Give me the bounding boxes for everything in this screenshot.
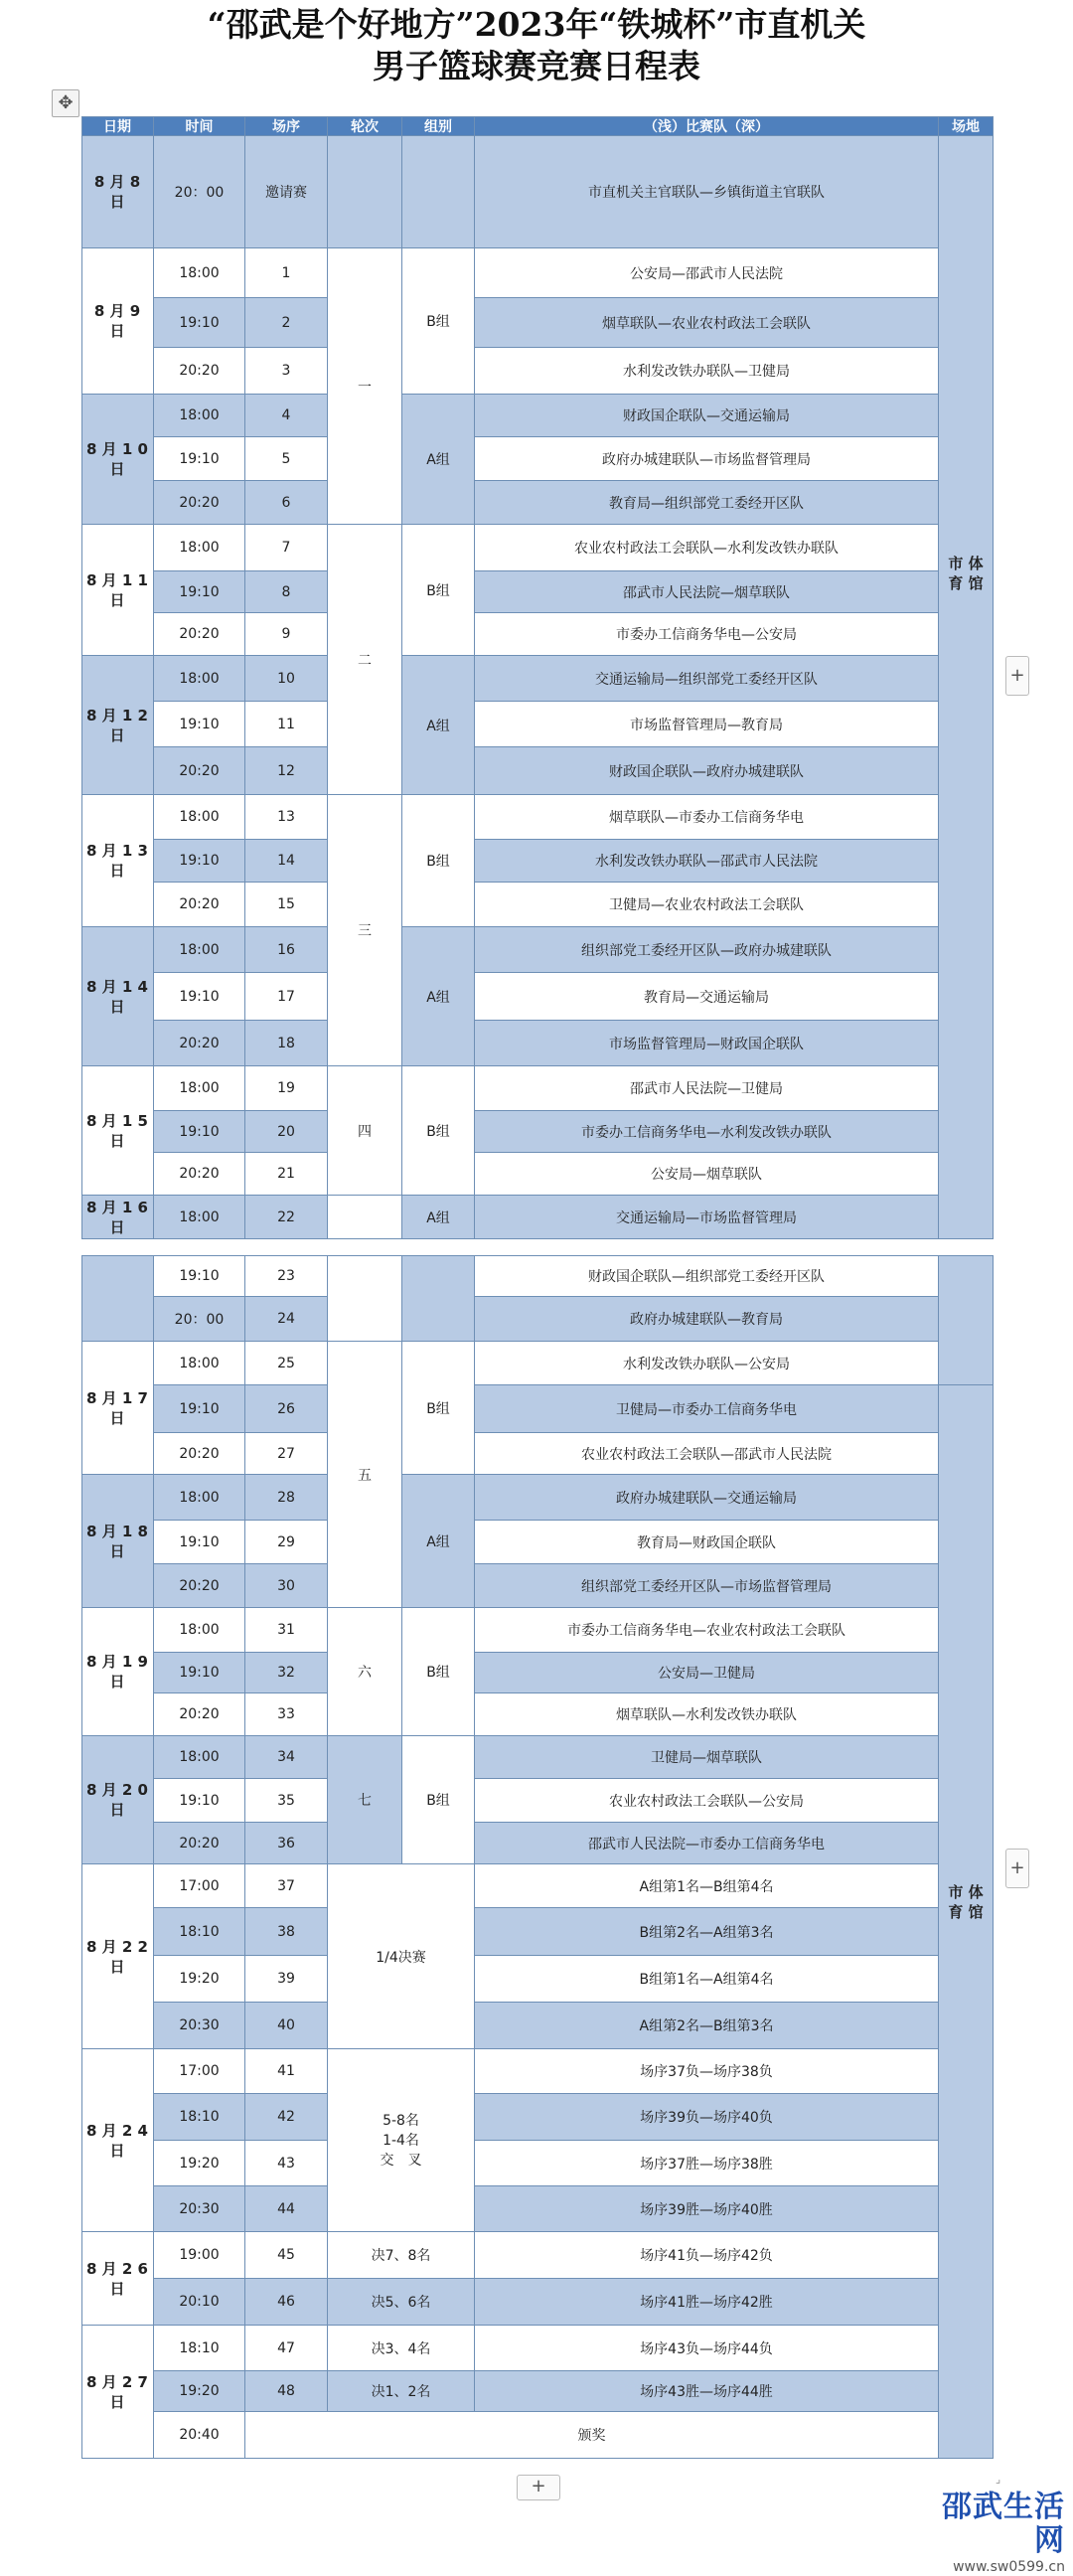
date-cell: 8 月 9 日 [81,248,154,395]
round-cell: 一 [328,248,402,525]
time-cell: 19:20 [154,2371,245,2412]
date-cell: 8 月 2 6 日 [81,2232,154,2326]
match-no-cell: 32 [245,1653,328,1693]
teams-cell: 财政国企联队—交通运输局 [475,395,939,437]
match-no-cell: 13 [245,795,328,840]
time-cell: 17:00 [154,2049,245,2094]
match-no-cell: 18 [245,1021,328,1066]
time-cell: 19:10 [154,1521,245,1564]
column-header: 场序 [245,116,328,136]
time-cell: 20:30 [154,2186,245,2232]
group-cell: A组 [402,1475,475,1608]
teams-cell: 水利发改铁办联队—邵武市人民法院 [475,840,939,883]
match-no-cell: 20 [245,1111,328,1153]
date-cell: 8 月 1 6 日 [81,1196,154,1239]
corner-mark: ⌟ [996,2473,1001,2486]
group-cell [402,136,475,248]
teams-cell: 交通运输局—组织部党工委经开区队 [475,656,939,702]
plus-icon[interactable]: + [1005,656,1029,696]
teams-cell: 水利发改铁办联队—卫健局 [475,348,939,395]
time-cell: 18:00 [154,1736,245,1779]
column-header: 场地 [939,116,994,136]
time-cell: 19:10 [154,702,245,747]
date-cell: 8 月 1 3 日 [81,795,154,927]
teams-cell: 烟草联队—水利发改铁办联队 [475,1693,939,1736]
match-no-cell: 21 [245,1153,328,1196]
teams-cell: 农业农村政法工会联队—水利发改铁办联队 [475,525,939,571]
teams-cell: 市委办工信商务华电—水利发改铁办联队 [475,1111,939,1153]
match-no-cell: 35 [245,1779,328,1823]
teams-cell: 卫健局—市委办工信商务华电 [475,1385,939,1433]
move-icon[interactable]: ✥ [52,89,79,117]
teams-cell: 烟草联队—市委办工信商务华电 [475,795,939,840]
teams-cell: 场序43负—场序44负 [475,2326,939,2371]
group-cell: B组 [402,1342,475,1475]
match-no-cell: 1 [245,248,328,298]
round-cell: 四 [328,1066,402,1196]
round-cell: 决5、6名 [328,2279,475,2326]
teams-cell: A组第1名—B组第4名 [475,1864,939,1908]
teams-cell: 市委办工信商务华电—公安局 [475,613,939,656]
teams-cell: 财政国企联队—组织部党工委经开区队 [475,1255,939,1297]
time-cell: 19:10 [154,1385,245,1433]
teams-cell: 教育局—组织部党工委经开区队 [475,481,939,525]
time-cell: 18:10 [154,2094,245,2141]
match-no-cell: 43 [245,2141,328,2186]
date-cell: 8 月 2 4 日 [81,2049,154,2232]
round-cell: 决1、2名 [328,2371,475,2412]
time-cell: 20:40 [154,2412,245,2459]
teams-cell: 场序39胜—场序40胜 [475,2186,939,2232]
teams-cell: 公安局—卫健局 [475,1653,939,1693]
venue-cell: 市 体 育 馆 [939,136,994,1239]
time-cell: 18:00 [154,1608,245,1653]
match-no-cell: 26 [245,1385,328,1433]
date-cell: 8 月 1 0 日 [81,395,154,525]
time-cell: 20:20 [154,348,245,395]
teams-cell: 邵武市人民法院—卫健局 [475,1066,939,1111]
time-cell: 20:20 [154,481,245,525]
match-no-cell: 3 [245,348,328,395]
match-no-cell: 27 [245,1433,328,1475]
time-cell: 20：00 [154,136,245,248]
round-cell: 1/4决赛 [328,1864,475,2049]
match-no-cell: 16 [245,927,328,973]
match-no-cell: 44 [245,2186,328,2232]
teams-cell: 交通运输局—市场监督管理局 [475,1196,939,1239]
teams-cell: 财政国企联队—政府办城建联队 [475,747,939,795]
teams-cell: 农业农村政法工会联队—公安局 [475,1779,939,1823]
time-cell: 19:10 [154,1653,245,1693]
teams-cell: 组织部党工委经开区队—市场监督管理局 [475,1564,939,1608]
match-no-cell: 12 [245,747,328,795]
time-cell: 19:10 [154,298,245,348]
group-cell: B组 [402,795,475,927]
group-cell: A组 [402,1196,475,1239]
date-cell: 8 月 1 9 日 [81,1608,154,1736]
teams-cell: 场序41负—场序42负 [475,2232,939,2279]
teams-cell: 场序41胜—场序42胜 [475,2279,939,2326]
match-no-cell: 22 [245,1196,328,1239]
column-header: （浅）比赛队（深） [475,116,939,136]
time-cell: 18:10 [154,1908,245,1956]
venue-cell [939,1255,994,1385]
teams-cell: 公安局—烟草联队 [475,1153,939,1196]
match-no-cell: 19 [245,1066,328,1111]
time-cell: 20：00 [154,1297,245,1342]
teams-cell: 市场监督管理局—教育局 [475,702,939,747]
teams-cell: 水利发改铁办联队—公安局 [475,1342,939,1385]
time-cell: 20:10 [154,2279,245,2326]
group-cell [402,1255,475,1342]
match-no-cell: 34 [245,1736,328,1779]
time-cell: 18:00 [154,1342,245,1385]
round-cell: 五 [328,1342,402,1608]
title-line-2: 男子篮球赛竞赛日程表 [373,47,700,85]
match-no-cell: 47 [245,2326,328,2371]
plus-icon[interactable]: + [1005,1849,1029,1888]
time-cell: 20:20 [154,1433,245,1475]
match-no-cell: 邀请赛 [245,136,328,248]
time-cell: 18:00 [154,525,245,571]
group-cell: B组 [402,1066,475,1196]
teams-cell: 场序43胜—场序44胜 [475,2371,939,2412]
time-cell: 19:10 [154,973,245,1021]
round-cell [328,136,402,248]
round-cell: 七 [328,1736,402,1864]
time-cell: 20:20 [154,613,245,656]
match-no-cell: 48 [245,2371,328,2412]
time-cell: 19:10 [154,437,245,481]
round-cell [328,1196,402,1239]
teams-cell: 烟草联队—农业农村政法工会联队 [475,298,939,348]
teams-cell: B组第2名—A组第3名 [475,1908,939,1956]
date-cell: 8 月 1 4 日 [81,927,154,1066]
match-no-cell: 11 [245,702,328,747]
date-cell: 8 月 1 5 日 [81,1066,154,1196]
teams-cell: 政府办城建联队—教育局 [475,1297,939,1342]
date-cell [81,1255,154,1342]
group-cell: A组 [402,395,475,525]
date-cell: 8 月 1 2 日 [81,656,154,795]
teams-cell: 政府办城建联队—市场监督管理局 [475,437,939,481]
time-cell: 20:20 [154,883,245,927]
time-cell: 19:20 [154,1956,245,2003]
match-no-cell: 45 [245,2232,328,2279]
award-cell: 颁奖 [245,2412,939,2459]
teams-cell: A组第2名—B组第3名 [475,2003,939,2049]
group-cell: B组 [402,1736,475,1864]
time-cell: 18:00 [154,927,245,973]
column-header: 时间 [154,116,245,136]
time-cell: 18:00 [154,795,245,840]
match-no-cell: 10 [245,656,328,702]
match-no-cell: 15 [245,883,328,927]
teams-cell: 市委办工信商务华电—农业农村政法工会联队 [475,1608,939,1653]
match-no-cell: 9 [245,613,328,656]
match-no-cell: 6 [245,481,328,525]
match-no-cell: 28 [245,1475,328,1521]
match-no-cell: 36 [245,1823,328,1864]
teams-cell: 政府办城建联队—交通运输局 [475,1475,939,1521]
time-cell: 18:00 [154,395,245,437]
time-cell: 18:00 [154,1066,245,1111]
date-cell: 8 月 2 2 日 [81,1864,154,2049]
teams-cell: 卫健局—农业农村政法工会联队 [475,883,939,927]
teams-cell: 场序39负—场序40负 [475,2094,939,2141]
watermark-url: www.sw0599.cn [953,2559,1065,2575]
round-cell: 决3、4名 [328,2326,475,2371]
time-cell: 19:10 [154,840,245,883]
time-cell: 19:10 [154,1111,245,1153]
match-no-cell: 40 [245,2003,328,2049]
match-no-cell: 30 [245,1564,328,1608]
match-no-cell: 42 [245,2094,328,2141]
teams-cell: 教育局—交通运输局 [475,973,939,1021]
time-cell: 19:10 [154,571,245,613]
teams-cell: 卫健局—烟草联队 [475,1736,939,1779]
teams-cell: 邵武市人民法院—市委办工信商务华电 [475,1823,939,1864]
match-no-cell: 4 [245,395,328,437]
group-cell: A组 [402,656,475,795]
round-cell: 二 [328,525,402,795]
teams-cell: 市直机关主官联队—乡镇街道主官联队 [475,136,939,248]
teams-cell: B组第1名—A组第4名 [475,1956,939,2003]
match-no-cell: 38 [245,1908,328,1956]
match-no-cell: 17 [245,973,328,1021]
match-no-cell: 25 [245,1342,328,1385]
column-header: 轮次 [328,116,402,136]
group-cell: B组 [402,1608,475,1736]
time-cell: 20:20 [154,1564,245,1608]
group-cell: B组 [402,248,475,395]
match-no-cell: 24 [245,1297,328,1342]
time-cell: 19:10 [154,1255,245,1297]
time-cell: 20:20 [154,1693,245,1736]
date-cell: 8 月 1 1 日 [81,525,154,656]
teams-cell: 教育局—财政国企联队 [475,1521,939,1564]
group-cell: B组 [402,525,475,656]
match-no-cell: 2 [245,298,328,348]
time-cell: 17:00 [154,1864,245,1908]
column-header: 日期 [81,116,154,136]
date-cell: 8 月 2 0 日 [81,1736,154,1864]
time-cell: 19:20 [154,2141,245,2186]
round-cell: 六 [328,1608,402,1736]
time-cell: 18:00 [154,1475,245,1521]
match-no-cell: 37 [245,1864,328,1908]
venue-cell: 市 体 育 馆 [939,1385,994,2459]
match-no-cell: 8 [245,571,328,613]
time-cell: 19:00 [154,2232,245,2279]
plus-icon[interactable]: + [517,2475,560,2500]
match-no-cell: 29 [245,1521,328,1564]
teams-cell: 市场监督管理局—财政国企联队 [475,1021,939,1066]
match-no-cell: 5 [245,437,328,481]
round-cell: 三 [328,795,402,1066]
round-cell: 决7、8名 [328,2232,475,2279]
watermark [914,2490,1073,2575]
group-cell: A组 [402,927,475,1066]
time-cell: 20:30 [154,2003,245,2049]
match-no-cell: 14 [245,840,328,883]
teams-cell: 组织部党工委经开区队—政府办城建联队 [475,927,939,973]
time-cell: 18:10 [154,2326,245,2371]
teams-cell: 农业农村政法工会联队—邵武市人民法院 [475,1433,939,1475]
watermark-name: 邵武生活网 [942,2490,1065,2558]
match-no-cell: 41 [245,2049,328,2094]
teams-cell: 邵武市人民法院—烟草联队 [475,571,939,613]
time-cell: 18:00 [154,248,245,298]
match-no-cell: 33 [245,1693,328,1736]
date-cell: 8 月 1 8 日 [81,1475,154,1608]
teams-cell: 公安局—邵武市人民法院 [475,248,939,298]
time-cell: 18:00 [154,656,245,702]
date-cell: 8 月 8 日 [81,136,154,248]
time-cell: 20:20 [154,747,245,795]
round-cell [328,1255,402,1342]
time-cell: 19:10 [154,1779,245,1823]
date-cell: 8 月 1 7 日 [81,1342,154,1475]
teams-cell: 场序37负—场序38负 [475,2049,939,2094]
column-header: 组别 [402,116,475,136]
date-cell: 8 月 2 7 日 [81,2326,154,2459]
time-cell: 20:20 [154,1823,245,1864]
round-cell: 5-8名 1-4名 交 叉 [328,2049,475,2232]
match-no-cell: 31 [245,1608,328,1653]
match-no-cell: 23 [245,1255,328,1297]
match-no-cell: 39 [245,1956,328,2003]
time-cell: 20:20 [154,1021,245,1066]
match-no-cell: 7 [245,525,328,571]
match-no-cell: 46 [245,2279,328,2326]
title-line-1: “邵武是个好地方”2023年“铁城杯”市直机关 [207,5,866,44]
teams-cell: 场序37胜—场序38胜 [475,2141,939,2186]
time-cell: 20:20 [154,1153,245,1196]
time-cell: 18:00 [154,1196,245,1239]
